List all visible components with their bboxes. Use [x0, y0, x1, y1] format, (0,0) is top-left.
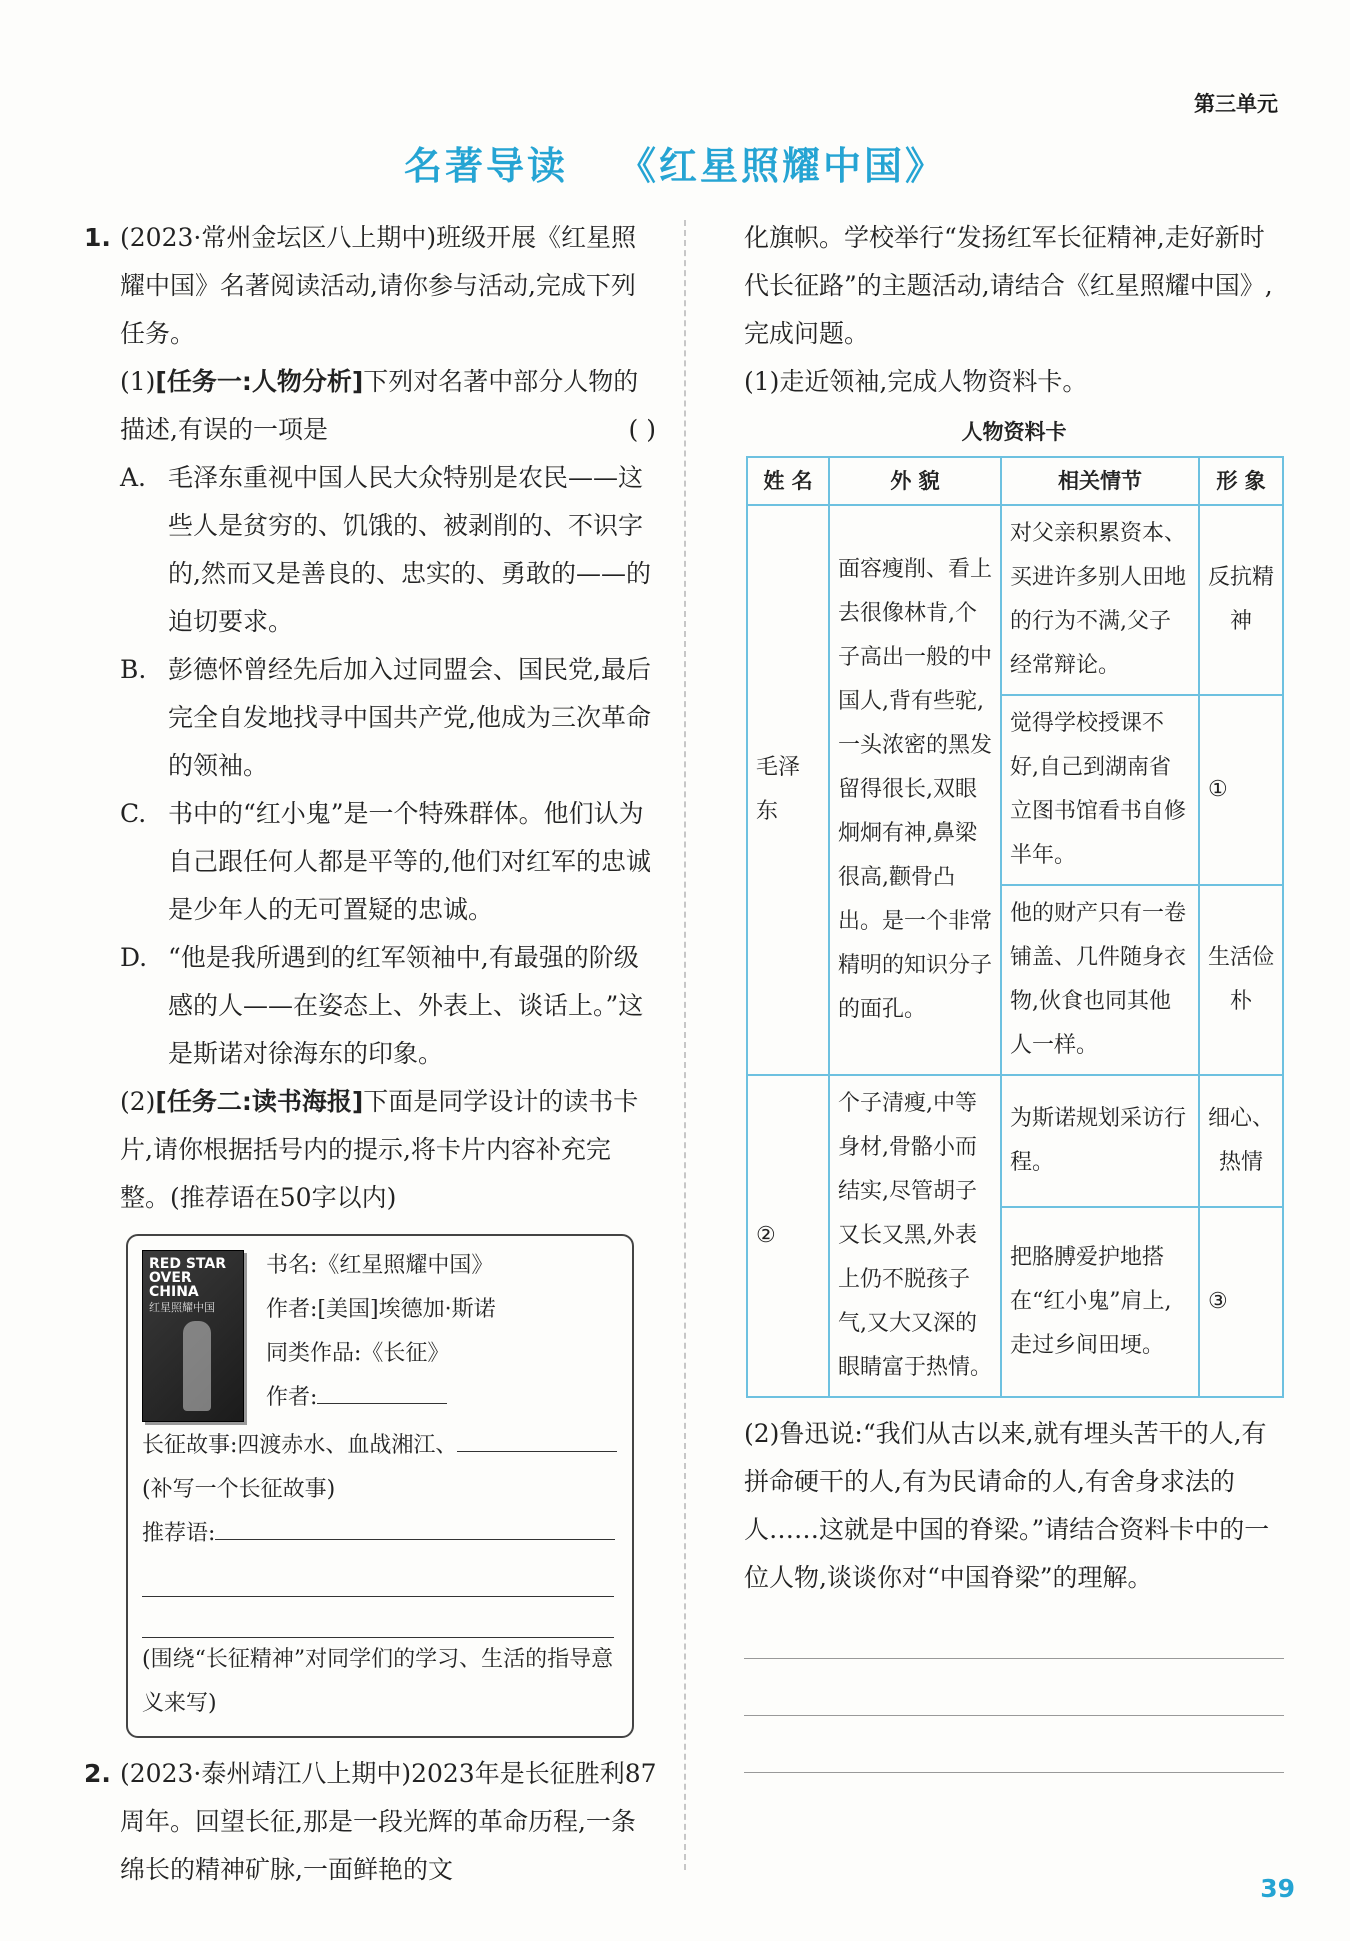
title-book: 《红星照耀中国》: [618, 143, 947, 188]
header-plot: 相关情节: [1001, 457, 1199, 505]
info-card-title: 人物资料卡: [961, 420, 1067, 444]
answer-bracket[interactable]: ( ): [628, 415, 656, 444]
title-main: 名著导读: [403, 143, 568, 188]
card-author: 作者:[美国]埃德加·斯诺: [266, 1297, 496, 1322]
bugler-figure-icon: [183, 1321, 211, 1411]
question-2-sub-1: (1)走近领袖,完成人物资料卡。: [744, 367, 1088, 396]
task-1: (1)[任务一:人物分析]下列对名著中部分人物的描述,有误的一项是 ( ): [84, 358, 660, 454]
card-story-hint: (补写一个长征故事): [142, 1477, 336, 1502]
page-title: [0, 135, 1350, 190]
card-story: 长征故事:四渡赤水、血战湘江、: [142, 1424, 622, 1468]
person-1-image-1: 反抗精神: [1199, 505, 1283, 695]
table-row: [747, 505, 1283, 695]
reading-card: [126, 1234, 634, 1738]
right-column: [744, 214, 1284, 1773]
blank-3[interactable]: ③: [1199, 1207, 1283, 1397]
card-author-2: 作者:: [266, 1376, 622, 1420]
question-1-stem: 1. (2023·常州金坛区八上期中)班级开展《红星照耀中国》名著阅读活动,请你参与活动,完成下列任务。: [84, 214, 660, 358]
book-cover-image: RED STAR OVER CHINA 红星照耀中国: [142, 1250, 244, 1422]
person-2-plot-1: 为斯诺规划采访行程。: [1001, 1075, 1199, 1207]
header-name: 姓 名: [747, 457, 829, 505]
blank-1[interactable]: ①: [1199, 695, 1283, 885]
person-1-plot-3: 他的财产只有一卷铺盖、几件随身衣物,伙食也同其他人一样。: [1001, 885, 1199, 1075]
question-2-number: 2.: [84, 1759, 111, 1788]
column-divider: [684, 220, 686, 1870]
task-1-tag: [任务一:人物分析]: [155, 367, 364, 396]
card-book-name: 书名:《红星照耀中国》: [266, 1253, 494, 1278]
table-header-row: [747, 457, 1283, 505]
option-a[interactable]: A. 毛泽东重视中国人民大众特别是农民——这些人是贫穷的、饥饿的、被剥削的、不识字的,然而又是善良的、忠实的、勇敢的——的迫切要求。: [120, 463, 651, 636]
person-1-image-3: 生活俭朴: [1199, 885, 1283, 1075]
card-similar-work: 同类作品:《长征》: [266, 1341, 450, 1366]
option-b[interactable]: B. 彭德怀曾经先后加入过同盟会、国民党,最后完全自发地找寻中国共产党,他成为三次革命的领袖。: [120, 655, 651, 780]
option-c[interactable]: C. 书中的“红小鬼”是一个特殊群体。他们认为自己跟任何人都是平等的,他们对红军的忠诚是少年人的无可置疑的忠诚。: [120, 799, 651, 924]
recommend-blank-3[interactable]: [142, 1597, 614, 1638]
recommend-blank-2[interactable]: [142, 1556, 614, 1597]
question-2-stem: 2. (2023·泰州靖江八上期中)2023年是长征胜利87周年。回望长征,那是一段光辉的革命历程,一条绵长的精神矿脉,一面鲜艳的文: [84, 1750, 660, 1894]
question-1-number: 1.: [84, 223, 111, 252]
person-1-name: 毛泽东: [747, 505, 829, 1075]
left-column: [84, 214, 660, 1894]
person-1-plot-2: 觉得学校授课不好,自己到湖南省立图书馆看书自修半年。: [1001, 695, 1199, 885]
person-2-image-1: 细心、热情: [1199, 1075, 1283, 1207]
answer-line-2[interactable]: [744, 1659, 1284, 1716]
person-1-plot-1: 对父亲积累资本、买进许多别人田地的行为不满,父子经常辩论。: [1001, 505, 1199, 695]
header-image: 形 象: [1199, 457, 1283, 505]
person-1-appearance: 面容瘦削、看上去很像林肯,个子高出一般的中国人,背有些驼,一头浓密的黑发留得很长,双眼炯炯有神,鼻梁很高,颧骨凸出。是一个非常精明的知识分子的面孔。: [829, 505, 1001, 1075]
answer-line-3[interactable]: [744, 1716, 1284, 1773]
question-2-sub-2: (2)鲁迅说:“我们从古以来,就有埋头苦干的人,有拼命硬干的人,有为民请命的人,有舍身求法的人……这就是中国的脊梁。”请结合资料卡中的一位人物,谈谈你对“中国脊梁”的理解。: [744, 1419, 1270, 1592]
person-2-plot-2: 把胳膊爱护地搭在“红小鬼”肩上,走过乡间田埂。: [1001, 1207, 1199, 1397]
table-row: [747, 1075, 1283, 1207]
header-appearance: 外 貌: [829, 457, 1001, 505]
card-recommend: 推荐语:: [142, 1512, 622, 1556]
recommend-blank-1[interactable]: [215, 1513, 615, 1540]
author-blank[interactable]: [317, 1377, 447, 1404]
option-d[interactable]: D. “他是我所遇到的红军领袖中,有最强的阶级感的人——在姿态上、外表上、谈话上。”这是斯诺对徐海东的印象。: [120, 943, 644, 1068]
question-2-stem-cont: 化旗帜。学校举行“发扬红军长征精神,走好新时代长征路”的主题活动,请结合《红星照耀中国》,完成问题。: [744, 223, 1273, 348]
task-2: (2)[任务二:读书海报]下面是同学设计的读书卡片,请你根据括号内的提示,将卡片内容补充完整。(推荐语在50字以内): [120, 1087, 639, 1212]
task-2-tag: [任务二:读书海报]: [155, 1087, 364, 1116]
answer-line-1[interactable]: [744, 1602, 1284, 1659]
story-blank[interactable]: [457, 1425, 617, 1452]
card-recommend-hint: (围绕“长征精神”对同学们的学习、生活的指导意义来写): [142, 1647, 614, 1716]
person-info-table: [746, 456, 1284, 1398]
unit-label: 第三单元: [1194, 92, 1278, 116]
page-number: 39: [1260, 1874, 1295, 1903]
person-2-appearance: 个子清瘦,中等身材,骨骼小而结实,尽管胡子又长又黑,外表上仍不脱孩子气,又大又深的眼睛富于热情。: [829, 1075, 1001, 1397]
blank-2[interactable]: ②: [747, 1075, 829, 1397]
